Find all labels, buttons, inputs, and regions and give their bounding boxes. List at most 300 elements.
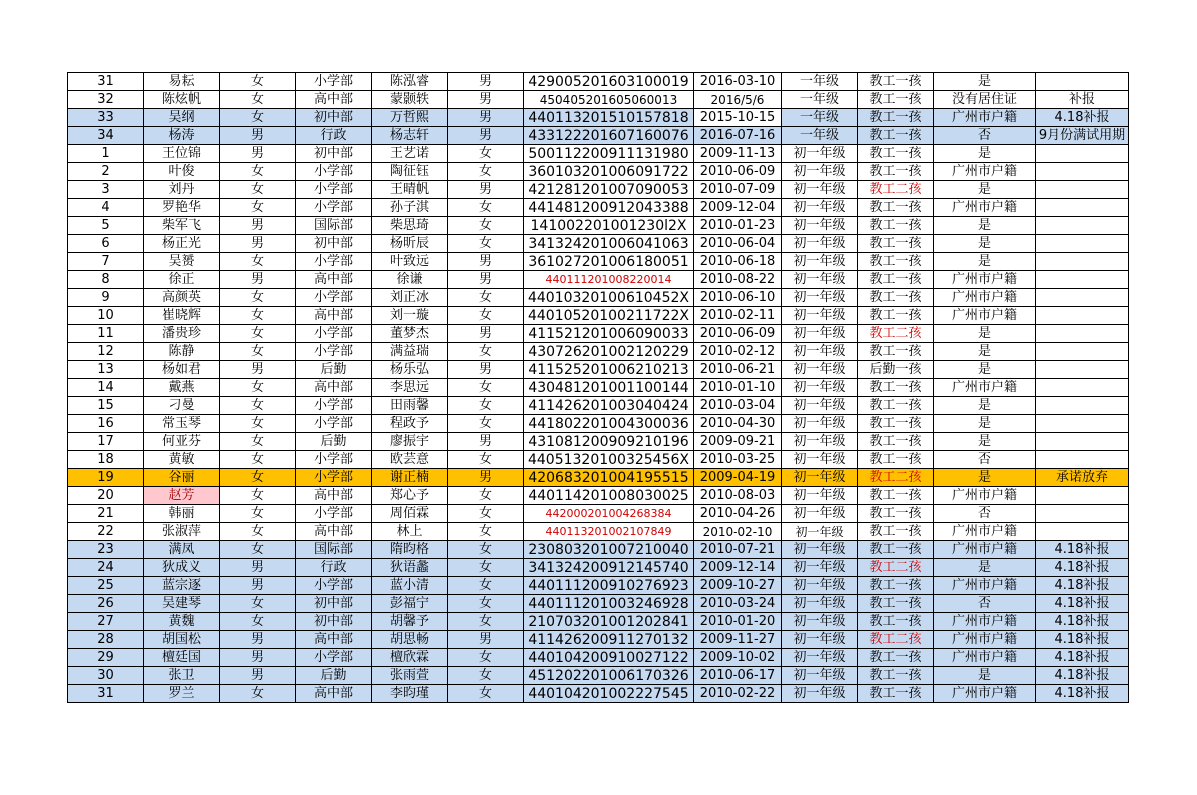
staff-name-cell[interactable]: 潘贵珍 — [144, 325, 220, 343]
id-number-cell[interactable]: 431081200909210196 — [524, 433, 694, 451]
id-number-cell[interactable]: 411426201003040424 — [524, 397, 694, 415]
birth-date-cell[interactable]: 2016-07-16 — [694, 127, 782, 145]
student-name-cell[interactable]: 杨乐弘 — [372, 361, 448, 379]
registration-cell[interactable]: 广州市户籍 — [934, 289, 1036, 307]
dept-cell[interactable]: 小学部 — [296, 289, 372, 307]
child-type-cell[interactable]: 教工一孩 — [858, 127, 934, 145]
grade-cell[interactable]: 一年级 — [782, 73, 858, 91]
student-name-cell[interactable]: 田雨馨 — [372, 397, 448, 415]
registration-cell[interactable]: 是 — [934, 415, 1036, 433]
child-type-cell[interactable]: 教工一孩 — [858, 253, 934, 271]
student-gender-cell[interactable]: 男 — [448, 433, 524, 451]
child-type-cell[interactable]: 教工一孩 — [858, 199, 934, 217]
student-gender-cell[interactable]: 男 — [448, 325, 524, 343]
birth-date-cell[interactable]: 2009-12-14 — [694, 559, 782, 577]
student-name-cell[interactable]: 周佰霖 — [372, 505, 448, 523]
child-type-cell[interactable]: 教工一孩 — [858, 433, 934, 451]
student-name-cell[interactable]: 孙子淇 — [372, 199, 448, 217]
id-number-cell[interactable]: 141002201001230l2X — [524, 217, 694, 235]
birth-date-cell[interactable]: 2010-07-09 — [694, 181, 782, 199]
seq-cell[interactable]: 26 — [68, 595, 144, 613]
grade-cell[interactable]: 初一年级 — [782, 181, 858, 199]
student-name-cell[interactable]: 李思远 — [372, 379, 448, 397]
child-type-cell[interactable]: 教工一孩 — [858, 379, 934, 397]
student-name-cell[interactable]: 刘正冰 — [372, 289, 448, 307]
dept-cell[interactable]: 初中部 — [296, 235, 372, 253]
seq-cell[interactable]: 33 — [68, 109, 144, 127]
seq-cell[interactable]: 19 — [68, 469, 144, 487]
registration-cell[interactable]: 广州市户籍 — [934, 631, 1036, 649]
grade-cell[interactable]: 初一年级 — [782, 271, 858, 289]
grade-cell[interactable]: 初一年级 — [782, 235, 858, 253]
child-type-cell[interactable]: 教工一孩 — [858, 145, 934, 163]
id-number-cell[interactable]: 433122201607160076 — [524, 127, 694, 145]
staff-gender-cell[interactable]: 男 — [220, 145, 296, 163]
seq-cell[interactable]: 18 — [68, 451, 144, 469]
note-cell[interactable] — [1036, 325, 1129, 343]
staff-name-cell[interactable]: 刘丹 — [144, 181, 220, 199]
staff-name-cell[interactable]: 黄敏 — [144, 451, 220, 469]
child-type-cell[interactable]: 教工一孩 — [858, 343, 934, 361]
child-type-cell[interactable]: 教工一孩 — [858, 415, 934, 433]
child-type-cell[interactable]: 教工二孩 — [858, 325, 934, 343]
seq-cell[interactable]: 28 — [68, 631, 144, 649]
registration-cell[interactable]: 广州市户籍 — [934, 163, 1036, 181]
seq-cell[interactable]: 30 — [68, 667, 144, 685]
student-gender-cell[interactable]: 女 — [448, 397, 524, 415]
registration-cell[interactable]: 广州市户籍 — [934, 199, 1036, 217]
staff-gender-cell[interactable]: 男 — [220, 631, 296, 649]
dept-cell[interactable]: 初中部 — [296, 109, 372, 127]
registration-cell[interactable]: 广州市户籍 — [934, 541, 1036, 559]
staff-gender-cell[interactable]: 男 — [220, 271, 296, 289]
child-type-cell[interactable]: 教工一孩 — [858, 685, 934, 703]
dept-cell[interactable]: 后勤 — [296, 433, 372, 451]
registration-cell[interactable]: 是 — [934, 235, 1036, 253]
birth-date-cell[interactable]: 2010-03-24 — [694, 595, 782, 613]
id-number-cell[interactable]: 44010320100610452X — [524, 289, 694, 307]
student-name-cell[interactable]: 李昀瑾 — [372, 685, 448, 703]
note-cell[interactable] — [1036, 73, 1129, 91]
note-cell[interactable]: 补报 — [1036, 91, 1129, 109]
student-name-cell[interactable]: 狄语蠡 — [372, 559, 448, 577]
birth-date-cell[interactable]: 2010-04-26 — [694, 505, 782, 523]
student-name-cell[interactable]: 檀欣霖 — [372, 649, 448, 667]
grade-cell[interactable]: 初一年级 — [782, 505, 858, 523]
id-number-cell[interactable]: 341324200912145740 — [524, 559, 694, 577]
grade-cell[interactable]: 初一年级 — [782, 649, 858, 667]
staff-name-cell[interactable]: 檀廷国 — [144, 649, 220, 667]
staff-name-cell[interactable]: 崔晓辉 — [144, 307, 220, 325]
registration-cell[interactable]: 否 — [934, 451, 1036, 469]
student-name-cell[interactable]: 程政予 — [372, 415, 448, 433]
dept-cell[interactable]: 小学部 — [296, 397, 372, 415]
staff-gender-cell[interactable]: 男 — [220, 649, 296, 667]
registration-cell[interactable]: 广州市户籍 — [934, 379, 1036, 397]
birth-date-cell[interactable]: 2009-09-21 — [694, 433, 782, 451]
id-number-cell[interactable]: 440111201003246928 — [524, 595, 694, 613]
staff-name-cell[interactable]: 刁曼 — [144, 397, 220, 415]
registration-cell[interactable]: 是 — [934, 559, 1036, 577]
child-type-cell[interactable]: 教工一孩 — [858, 577, 934, 595]
staff-gender-cell[interactable]: 男 — [220, 559, 296, 577]
student-name-cell[interactable]: 王晴帆 — [372, 181, 448, 199]
birth-date-cell[interactable]: 2010-03-25 — [694, 451, 782, 469]
note-cell[interactable] — [1036, 271, 1129, 289]
child-type-cell[interactable]: 教工二孩 — [858, 181, 934, 199]
student-gender-cell[interactable]: 男 — [448, 181, 524, 199]
child-type-cell[interactable]: 教工一孩 — [858, 505, 934, 523]
grade-cell[interactable]: 初一年级 — [782, 217, 858, 235]
registration-cell[interactable]: 否 — [934, 505, 1036, 523]
grade-cell[interactable]: 初一年级 — [782, 145, 858, 163]
seq-cell[interactable]: 31 — [68, 73, 144, 91]
dept-cell[interactable]: 小学部 — [296, 73, 372, 91]
id-number-cell[interactable]: 440111200910276923 — [524, 577, 694, 595]
child-type-cell[interactable]: 教工一孩 — [858, 649, 934, 667]
staff-gender-cell[interactable]: 女 — [220, 487, 296, 505]
student-gender-cell[interactable]: 女 — [448, 505, 524, 523]
grade-cell[interactable]: 初一年级 — [782, 253, 858, 271]
dept-cell[interactable]: 高中部 — [296, 271, 372, 289]
staff-name-cell[interactable]: 谷丽 — [144, 469, 220, 487]
grade-cell[interactable]: 初一年级 — [782, 595, 858, 613]
dept-cell[interactable]: 小学部 — [296, 253, 372, 271]
grade-cell[interactable]: 初一年级 — [782, 289, 858, 307]
note-cell[interactable] — [1036, 487, 1129, 505]
student-name-cell[interactable]: 杨志轩 — [372, 127, 448, 145]
note-cell[interactable]: 4.18补报 — [1036, 559, 1129, 577]
note-cell[interactable] — [1036, 145, 1129, 163]
note-cell[interactable] — [1036, 181, 1129, 199]
grade-cell[interactable]: 初一年级 — [782, 487, 858, 505]
student-name-cell[interactable]: 万哲熙 — [372, 109, 448, 127]
child-type-cell[interactable]: 教工一孩 — [858, 217, 934, 235]
note-cell[interactable] — [1036, 217, 1129, 235]
staff-name-cell[interactable]: 罗艳华 — [144, 199, 220, 217]
student-name-cell[interactable]: 林上 — [372, 523, 448, 541]
child-type-cell[interactable]: 教工一孩 — [858, 487, 934, 505]
dept-cell[interactable]: 国际部 — [296, 217, 372, 235]
student-gender-cell[interactable]: 女 — [448, 613, 524, 631]
note-cell[interactable]: 9月份满试用期 — [1036, 127, 1129, 145]
birth-date-cell[interactable]: 2009-11-27 — [694, 631, 782, 649]
staff-name-cell[interactable]: 陈炫帆 — [144, 91, 220, 109]
staff-gender-cell[interactable]: 男 — [220, 577, 296, 595]
dept-cell[interactable]: 小学部 — [296, 451, 372, 469]
staff-name-cell[interactable]: 叶俊 — [144, 163, 220, 181]
student-name-cell[interactable]: 叶致远 — [372, 253, 448, 271]
id-number-cell[interactable]: 421281201007090053 — [524, 181, 694, 199]
birth-date-cell[interactable]: 2010-08-22 — [694, 271, 782, 289]
child-type-cell[interactable]: 教工一孩 — [858, 91, 934, 109]
note-cell[interactable]: 4.18补报 — [1036, 667, 1129, 685]
registration-cell[interactable]: 是 — [934, 433, 1036, 451]
birth-date-cell[interactable]: 2009-04-19 — [694, 469, 782, 487]
staff-name-cell[interactable]: 吴纲 — [144, 109, 220, 127]
staff-name-cell[interactable]: 赵芳 — [144, 487, 220, 505]
child-type-cell[interactable]: 教工一孩 — [858, 397, 934, 415]
student-gender-cell[interactable]: 女 — [448, 487, 524, 505]
staff-gender-cell[interactable]: 男 — [220, 667, 296, 685]
seq-cell[interactable]: 5 — [68, 217, 144, 235]
dept-cell[interactable]: 初中部 — [296, 145, 372, 163]
dept-cell[interactable]: 初中部 — [296, 613, 372, 631]
note-cell[interactable]: 4.18补报 — [1036, 109, 1129, 127]
student-gender-cell[interactable]: 男 — [448, 73, 524, 91]
staff-gender-cell[interactable]: 女 — [220, 613, 296, 631]
birth-date-cell[interactable]: 2009-12-04 — [694, 199, 782, 217]
staff-gender-cell[interactable]: 男 — [220, 217, 296, 235]
dept-cell[interactable]: 高中部 — [296, 379, 372, 397]
grade-cell[interactable]: 初一年级 — [782, 361, 858, 379]
birth-date-cell[interactable]: 2010-06-18 — [694, 253, 782, 271]
child-type-cell[interactable]: 教工一孩 — [858, 289, 934, 307]
grade-cell[interactable]: 初一年级 — [782, 541, 858, 559]
seq-cell[interactable]: 34 — [68, 127, 144, 145]
staff-gender-cell[interactable]: 女 — [220, 523, 296, 541]
seq-cell[interactable]: 15 — [68, 397, 144, 415]
seq-cell[interactable]: 17 — [68, 433, 144, 451]
student-name-cell[interactable]: 徐谦 — [372, 271, 448, 289]
dept-cell[interactable]: 高中部 — [296, 91, 372, 109]
staff-gender-cell[interactable]: 女 — [220, 73, 296, 91]
dept-cell[interactable]: 行政 — [296, 127, 372, 145]
note-cell[interactable] — [1036, 433, 1129, 451]
seq-cell[interactable]: 1 — [68, 145, 144, 163]
birth-date-cell[interactable]: 2010-02-12 — [694, 343, 782, 361]
birth-date-cell[interactable]: 2009-10-02 — [694, 649, 782, 667]
grade-cell[interactable]: 初一年级 — [782, 163, 858, 181]
seq-cell[interactable]: 24 — [68, 559, 144, 577]
birth-date-cell[interactable]: 2010-04-30 — [694, 415, 782, 433]
student-gender-cell[interactable]: 男 — [448, 469, 524, 487]
grade-cell[interactable]: 初一年级 — [782, 415, 858, 433]
child-type-cell[interactable]: 教工二孩 — [858, 559, 934, 577]
child-type-cell[interactable]: 教工一孩 — [858, 523, 934, 541]
grade-cell[interactable]: 初一年级 — [782, 559, 858, 577]
registration-cell[interactable]: 广州市户籍 — [934, 271, 1036, 289]
seq-cell[interactable]: 8 — [68, 271, 144, 289]
student-gender-cell[interactable]: 女 — [448, 595, 524, 613]
note-cell[interactable]: 4.18补报 — [1036, 649, 1129, 667]
student-gender-cell[interactable]: 女 — [448, 379, 524, 397]
staff-name-cell[interactable]: 柴军飞 — [144, 217, 220, 235]
staff-gender-cell[interactable]: 女 — [220, 253, 296, 271]
note-cell[interactable] — [1036, 415, 1129, 433]
student-name-cell[interactable]: 满益瑞 — [372, 343, 448, 361]
note-cell[interactable] — [1036, 253, 1129, 271]
id-number-cell[interactable]: 420683201004195515 — [524, 469, 694, 487]
staff-gender-cell[interactable]: 女 — [220, 325, 296, 343]
birth-date-cell[interactable]: 2010-02-10 — [694, 523, 782, 541]
grade-cell[interactable]: 初一年级 — [782, 397, 858, 415]
student-gender-cell[interactable]: 女 — [448, 235, 524, 253]
dept-cell[interactable]: 小学部 — [296, 199, 372, 217]
registration-cell[interactable]: 是 — [934, 145, 1036, 163]
seq-cell[interactable]: 29 — [68, 649, 144, 667]
staff-gender-cell[interactable]: 女 — [220, 109, 296, 127]
registration-cell[interactable]: 是 — [934, 73, 1036, 91]
birth-date-cell[interactable]: 2009-10-27 — [694, 577, 782, 595]
id-number-cell[interactable]: 360103201006091722 — [524, 163, 694, 181]
staff-gender-cell[interactable]: 女 — [220, 379, 296, 397]
note-cell[interactable] — [1036, 235, 1129, 253]
id-number-cell[interactable]: 411426200911270132 — [524, 631, 694, 649]
staff-gender-cell[interactable]: 女 — [220, 595, 296, 613]
seq-cell[interactable]: 3 — [68, 181, 144, 199]
id-number-cell[interactable]: 440113201002107849 — [524, 523, 694, 541]
student-gender-cell[interactable]: 男 — [448, 127, 524, 145]
staff-gender-cell[interactable]: 女 — [220, 541, 296, 559]
registration-cell[interactable]: 广州市户籍 — [934, 307, 1036, 325]
seq-cell[interactable]: 9 — [68, 289, 144, 307]
staff-gender-cell[interactable]: 女 — [220, 397, 296, 415]
seq-cell[interactable]: 16 — [68, 415, 144, 433]
staff-gender-cell[interactable]: 女 — [220, 199, 296, 217]
staff-gender-cell[interactable]: 女 — [220, 685, 296, 703]
child-type-cell[interactable]: 教工一孩 — [858, 595, 934, 613]
registration-cell[interactable]: 是 — [934, 325, 1036, 343]
seq-cell[interactable]: 10 — [68, 307, 144, 325]
dept-cell[interactable]: 高中部 — [296, 307, 372, 325]
registration-cell[interactable]: 是 — [934, 343, 1036, 361]
staff-name-cell[interactable]: 何亚芬 — [144, 433, 220, 451]
dept-cell[interactable]: 小学部 — [296, 577, 372, 595]
id-number-cell[interactable]: 411525201006210213 — [524, 361, 694, 379]
student-gender-cell[interactable]: 女 — [448, 343, 524, 361]
registration-cell[interactable]: 广州市户籍 — [934, 577, 1036, 595]
child-type-cell[interactable]: 教工一孩 — [858, 109, 934, 127]
id-number-cell[interactable]: 361027201006180051 — [524, 253, 694, 271]
staff-gender-cell[interactable]: 男 — [220, 127, 296, 145]
staff-name-cell[interactable]: 王位锦 — [144, 145, 220, 163]
dept-cell[interactable]: 行政 — [296, 559, 372, 577]
registration-cell[interactable]: 没有居住证 — [934, 91, 1036, 109]
grade-cell[interactable]: 初一年级 — [782, 433, 858, 451]
dept-cell[interactable]: 后勤 — [296, 667, 372, 685]
id-number-cell[interactable]: 411521201006090033 — [524, 325, 694, 343]
grade-cell[interactable]: 初一年级 — [782, 451, 858, 469]
dept-cell[interactable]: 高中部 — [296, 685, 372, 703]
student-name-cell[interactable]: 杨昕辰 — [372, 235, 448, 253]
student-gender-cell[interactable]: 女 — [448, 451, 524, 469]
staff-gender-cell[interactable]: 女 — [220, 91, 296, 109]
grade-cell[interactable]: 初一年级 — [782, 307, 858, 325]
note-cell[interactable]: 4.18补报 — [1036, 577, 1129, 595]
birth-date-cell[interactable]: 2015-10-15 — [694, 109, 782, 127]
child-type-cell[interactable]: 教工二孩 — [858, 469, 934, 487]
staff-name-cell[interactable]: 常玉琴 — [144, 415, 220, 433]
id-number-cell[interactable]: 441802201004300036 — [524, 415, 694, 433]
student-gender-cell[interactable]: 女 — [448, 559, 524, 577]
birth-date-cell[interactable]: 2010-07-21 — [694, 541, 782, 559]
staff-name-cell[interactable]: 狄成义 — [144, 559, 220, 577]
student-name-cell[interactable]: 胡思畅 — [372, 631, 448, 649]
birth-date-cell[interactable]: 2010-01-20 — [694, 613, 782, 631]
seq-cell[interactable]: 7 — [68, 253, 144, 271]
student-gender-cell[interactable]: 女 — [448, 307, 524, 325]
dept-cell[interactable]: 初中部 — [296, 595, 372, 613]
dept-cell[interactable]: 小学部 — [296, 343, 372, 361]
note-cell[interactable]: 4.18补报 — [1036, 541, 1129, 559]
staff-name-cell[interactable]: 易耘 — [144, 73, 220, 91]
dept-cell[interactable]: 小学部 — [296, 505, 372, 523]
dept-cell[interactable]: 小学部 — [296, 163, 372, 181]
registration-cell[interactable]: 是 — [934, 397, 1036, 415]
note-cell[interactable] — [1036, 397, 1129, 415]
grade-cell[interactable]: 一年级 — [782, 109, 858, 127]
registration-cell[interactable]: 是 — [934, 181, 1036, 199]
student-gender-cell[interactable]: 女 — [448, 541, 524, 559]
staff-gender-cell[interactable]: 女 — [220, 415, 296, 433]
child-type-cell[interactable]: 教工一孩 — [858, 307, 934, 325]
birth-date-cell[interactable]: 2010-06-09 — [694, 163, 782, 181]
id-number-cell[interactable]: 441481200912043388 — [524, 199, 694, 217]
student-name-cell[interactable]: 蒙颢轶 — [372, 91, 448, 109]
staff-name-cell[interactable]: 蓝宗逐 — [144, 577, 220, 595]
id-number-cell[interactable]: 450405201605060013 — [524, 91, 694, 109]
id-number-cell[interactable]: 210703201001202841 — [524, 613, 694, 631]
seq-cell[interactable]: 23 — [68, 541, 144, 559]
grade-cell[interactable]: 一年级 — [782, 127, 858, 145]
staff-name-cell[interactable]: 吴赟 — [144, 253, 220, 271]
registration-cell[interactable]: 是 — [934, 667, 1036, 685]
student-name-cell[interactable]: 陶征钰 — [372, 163, 448, 181]
registration-cell[interactable]: 广州市户籍 — [934, 613, 1036, 631]
seq-cell[interactable]: 21 — [68, 505, 144, 523]
grade-cell[interactable]: 一年级 — [782, 91, 858, 109]
id-number-cell[interactable]: 44010520100211722X — [524, 307, 694, 325]
grade-cell[interactable]: 初一年级 — [782, 325, 858, 343]
birth-date-cell[interactable]: 2010-03-04 — [694, 397, 782, 415]
student-name-cell[interactable]: 廖振宇 — [372, 433, 448, 451]
id-number-cell[interactable]: 440111201008220014 — [524, 271, 694, 289]
id-number-cell[interactable]: 442000201004268384 — [524, 505, 694, 523]
note-cell[interactable] — [1036, 379, 1129, 397]
staff-gender-cell[interactable]: 女 — [220, 343, 296, 361]
student-name-cell[interactable]: 刘一璇 — [372, 307, 448, 325]
note-cell[interactable] — [1036, 451, 1129, 469]
birth-date-cell[interactable]: 2010-08-03 — [694, 487, 782, 505]
student-gender-cell[interactable]: 女 — [448, 577, 524, 595]
registration-cell[interactable]: 否 — [934, 595, 1036, 613]
seq-cell[interactable]: 25 — [68, 577, 144, 595]
note-cell[interactable]: 4.18补报 — [1036, 631, 1129, 649]
student-gender-cell[interactable]: 男 — [448, 361, 524, 379]
staff-gender-cell[interactable]: 女 — [220, 181, 296, 199]
seq-cell[interactable]: 31 — [68, 685, 144, 703]
student-name-cell[interactable]: 董梦杰 — [372, 325, 448, 343]
seq-cell[interactable]: 11 — [68, 325, 144, 343]
birth-date-cell[interactable]: 2009-11-13 — [694, 145, 782, 163]
student-gender-cell[interactable]: 男 — [448, 109, 524, 127]
staff-gender-cell[interactable]: 女 — [220, 307, 296, 325]
seq-cell[interactable]: 32 — [68, 91, 144, 109]
staff-name-cell[interactable]: 张卫 — [144, 667, 220, 685]
staff-name-cell[interactable]: 戴燕 — [144, 379, 220, 397]
id-number-cell[interactable]: 44051320100325456X — [524, 451, 694, 469]
student-gender-cell[interactable]: 女 — [448, 523, 524, 541]
note-cell[interactable]: 承诺放弃 — [1036, 469, 1129, 487]
student-gender-cell[interactable]: 男 — [448, 631, 524, 649]
staff-name-cell[interactable]: 黄魏 — [144, 613, 220, 631]
dept-cell[interactable]: 高中部 — [296, 523, 372, 541]
student-name-cell[interactable]: 隋昀格 — [372, 541, 448, 559]
dept-cell[interactable]: 小学部 — [296, 415, 372, 433]
child-type-cell[interactable]: 教工一孩 — [858, 163, 934, 181]
child-type-cell[interactable]: 后勤一孩 — [858, 361, 934, 379]
